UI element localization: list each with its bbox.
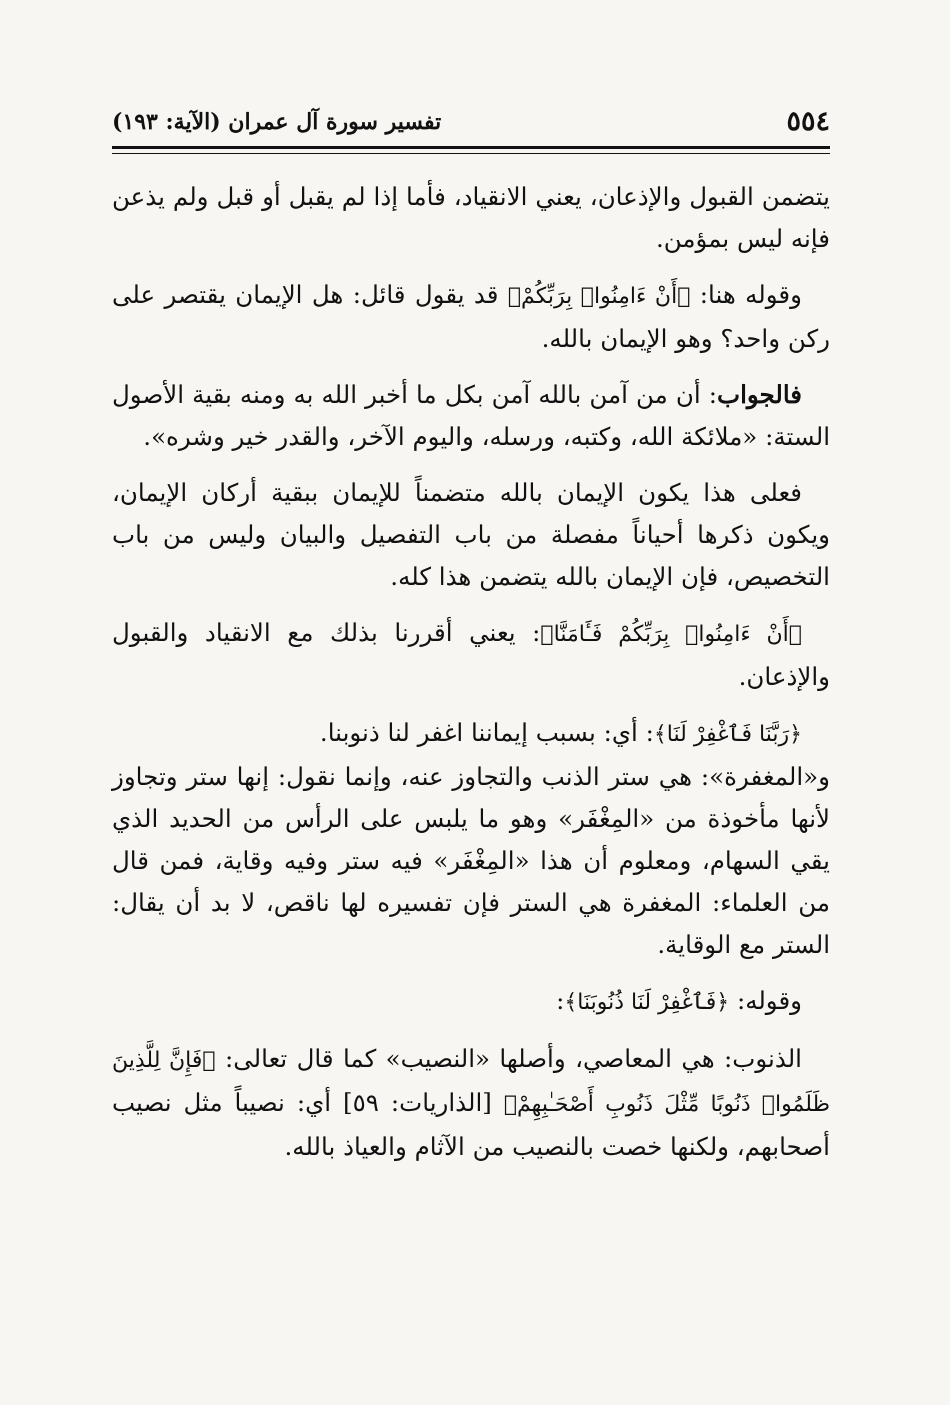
paragraph [112, 980, 830, 1024]
paragraph [112, 274, 830, 360]
text-run: : يعني أقررنا بذلك مع الانقياد والقبول والإذعان. [112, 618, 830, 691]
paragraph [112, 1038, 830, 1168]
quran-verse: ﴿رَبَّنَا فَٱغْفِرْ لَنَا﴾ [653, 722, 802, 747]
quran-verse: ﴿أَنْ ءَامِنُوا۟ بِرَبِّكُمْ﴾ [507, 284, 691, 309]
text-run: : [556, 986, 565, 1015]
text-run: : أي: بسبب إيماننا اغفر لنا ذنوبنا. [319, 718, 654, 747]
text-run: الذنوب: هي المعاصي، وأصلها «النصيب» كما قال تعالى: [215, 1044, 802, 1073]
paragraph [112, 612, 830, 698]
text-run: وقوله: [729, 986, 802, 1015]
body-text [112, 176, 830, 1168]
text-run: وقوله هنا: [690, 280, 802, 309]
header-rule-thin [112, 153, 830, 154]
page-number: ٥٥٤ [786, 106, 830, 137]
paragraph [112, 712, 830, 756]
running-title: تفسير سورة آل عمران (الآية: ١٩٣) [112, 109, 442, 135]
paragraph: فعلى هذا يكون الإيمان بالله متضمناً للإيمان ببقية أركان الإيمان، ويكون ذكرها أحياناً مفصلة من باب التفصيل والبيان وليس من باب التخصيص، فإن الإيمان بالله يتضمن هذا كله. [112, 478, 830, 591]
text-run: [الذاريات: ٥٩] أي: نصيباً مثل نصيب أصحابهم، ولكنها خصت بالنصيب من الآثام والعياذ بالله. [112, 1088, 830, 1161]
quran-verse: ﴿فَٱغْفِرْ لَنَا ذُنُوبَنَا﴾ [564, 990, 730, 1015]
header-rule-thick [112, 146, 830, 149]
paragraph [112, 374, 830, 458]
page-header [112, 104, 830, 144]
quran-verse: ﴿فَإِنَّ لِلَّذِينَ ظَلَمُوا۟ ذَنُوبًا مِّثْلَ ذَنُوبِ أَصْحَـٰبِهِمْ﴾ [112, 1048, 830, 1117]
text-run: : أن من آمن بالله آمن بكل ما أخبر الله به ومنه بقية الأصول الستة: «ملائكة الله، وكتبه، ورسله، واليوم الآخر، والقدر خير وشره». [112, 380, 830, 451]
answer-label: فالجواب [717, 380, 802, 409]
text-run: قد يقول قائل: هل الإيمان يقتصر على ركن واحد؟ وهو الإيمان بالله. [112, 280, 830, 353]
paragraph: يتضمن القبول والإذعان، يعني الانقياد، فأما إذا لم يقبل أو قبل ولم يذعن فإنه ليس بمؤمن. [112, 182, 830, 253]
paragraph: و«المغفرة»: هي ستر الذنب والتجاوز عنه، وإنما نقول: إنها ستر وتجاوز لأنها مأخوذة من «المِغْفَر» وهو ما يلبس على الرأس من الحديد الذي يقي السهام، ومعلوم أن هذا «المِغْفَر» فيه ستر وفيه وقاية، فمن قال من العلماء: المغفرة هي الستر فإن تفسيره لها ناقص، لا بد أن يقال: الستر مع الوقاية. [112, 762, 830, 959]
quran-verse: ﴿أَنْ ءَامِنُوا۟ بِرَبِّكُمْ فَـَٔامَنَّا﴾ [540, 622, 802, 647]
